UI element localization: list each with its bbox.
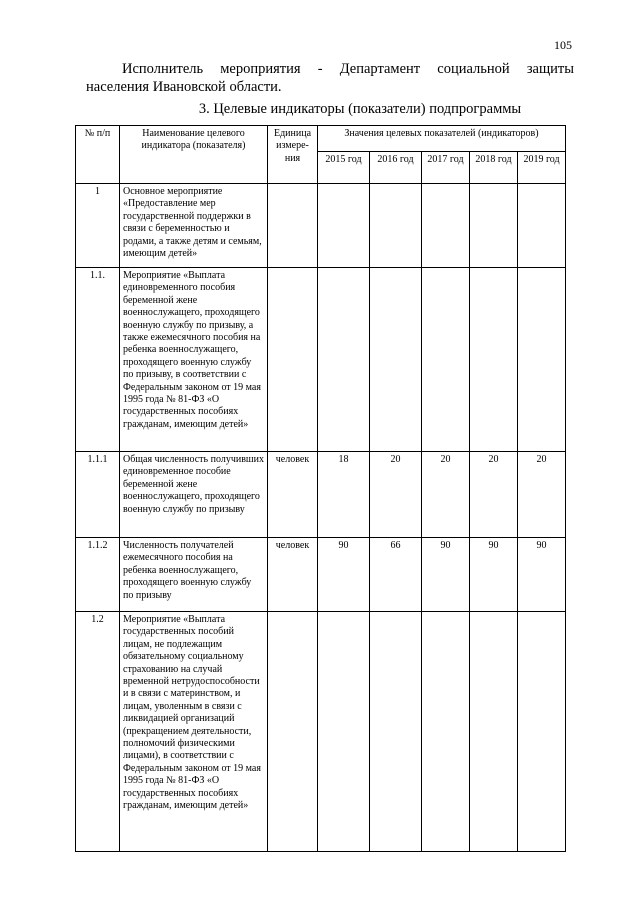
row-value <box>318 268 370 452</box>
row-value: 18 <box>318 452 370 538</box>
row-value: 20 <box>422 452 470 538</box>
table-row <box>76 268 566 452</box>
row-unit <box>268 612 318 852</box>
table-row <box>76 184 566 268</box>
row-value <box>318 184 370 268</box>
header-year: 2019 год <box>518 152 566 184</box>
row-name: Общая численность получивших единовременное пособие беременной жене военнослужащего, проходящего военную службу по призыву <box>120 452 268 538</box>
row-value: 20 <box>370 452 422 538</box>
row-value: 90 <box>422 538 470 612</box>
row-value <box>470 612 518 852</box>
row-value <box>370 612 422 852</box>
indicators-table <box>75 125 566 852</box>
row-value: 20 <box>518 452 566 538</box>
row-value <box>518 612 566 852</box>
header-year: 2018 год <box>470 152 518 184</box>
row-value <box>370 268 422 452</box>
row-unit <box>268 268 318 452</box>
row-value: 90 <box>518 538 566 612</box>
row-num: 1.1. <box>76 268 120 452</box>
row-name: Мероприятие «Выплата государственных пособий лицам, не подлежащим обязательному социальному страхованию на случай временной нетрудоспособности и в связи с материнством, и лицам, уволенным в связи с ликвидацией организаций (прекращением деятельности, полномочий физическими лицами), в соответствии с Федеральным законом от 19 мая 1995 года № 81-ФЗ «О государственных пособиях гражданам, имеющим детей» <box>120 612 268 852</box>
table-row <box>76 452 566 538</box>
row-value: 90 <box>318 538 370 612</box>
table-row <box>76 538 566 612</box>
row-value <box>422 612 470 852</box>
row-unit: человек <box>268 538 318 612</box>
row-num: 1 <box>76 184 120 268</box>
row-num: 1.1.2 <box>76 538 120 612</box>
header-unit: Единица измере-ния <box>268 126 318 184</box>
intro-line-1: Исполнитель мероприятия - Департамент социальной защиты <box>122 61 574 77</box>
row-value <box>370 184 422 268</box>
header-year: 2015 год <box>318 152 370 184</box>
row-num: 1.1.1 <box>76 452 120 538</box>
row-value <box>518 184 566 268</box>
page-number: 105 <box>554 38 572 52</box>
row-num: 1.2 <box>76 612 120 852</box>
section-title: 3. Целевые индикаторы (показатели) подпрограммы <box>198 101 522 117</box>
row-value <box>470 184 518 268</box>
row-value <box>518 268 566 452</box>
header-name: Наименование целевого индикатора (показателя) <box>120 126 268 184</box>
row-value: 66 <box>370 538 422 612</box>
intro-paragraph <box>86 60 574 96</box>
header-num: № п/п <box>76 126 120 184</box>
row-value: 20 <box>470 452 518 538</box>
row-name: Численность получателей ежемесячного пособия на ребенка военнослужащего, проходящего военную службу по призыву <box>120 538 268 612</box>
row-unit <box>268 184 318 268</box>
row-value <box>422 268 470 452</box>
table-row <box>76 612 566 852</box>
row-value <box>318 612 370 852</box>
header-year: 2017 год <box>422 152 470 184</box>
row-value <box>470 268 518 452</box>
intro-line-2: населения Ивановской области. <box>86 79 282 95</box>
row-unit: человек <box>268 452 318 538</box>
row-value <box>422 184 470 268</box>
row-name: Мероприятие «Выплата единовременного пособия беременной жене военнослужащего, проходящего военную службу по призыву, а также ежемесячного пособия на ребенка военнослужащего, проходящего военную службу по призыву, в соответствии с Федеральным законом от 19 мая 1995 года № 81-ФЗ «О государственных пособиях гражданам, имеющим детей» <box>120 268 268 452</box>
header-values-group: Значения целевых показателей (индикаторов) <box>318 126 566 152</box>
row-name: Основное мероприятие «Предоставление мер государственной поддержки в связи с беременностью и родами, а также детям и семьям, имеющим детей» <box>120 184 268 268</box>
row-value: 90 <box>470 538 518 612</box>
header-year: 2016 год <box>370 152 422 184</box>
